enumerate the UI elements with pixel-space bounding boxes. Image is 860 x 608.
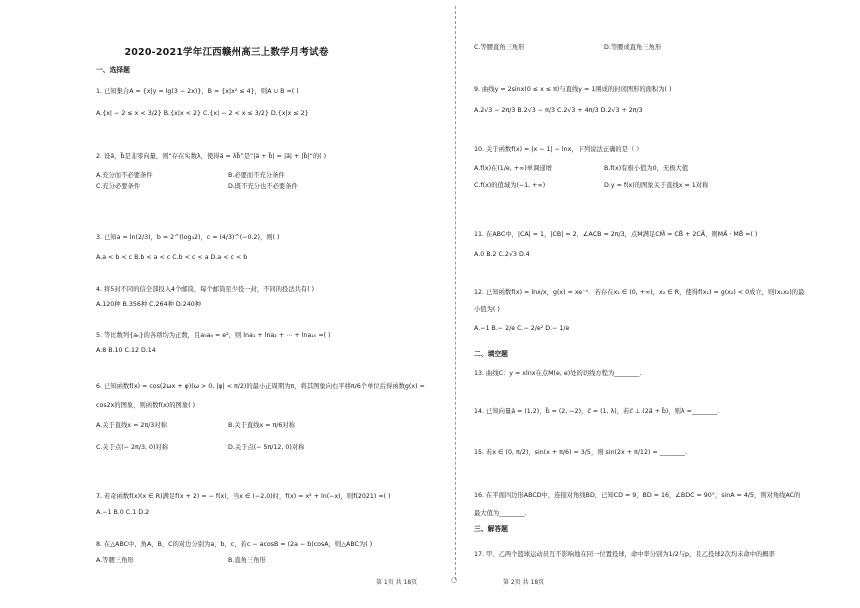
question-line: 5. 等比数列{aₙ}的各项均为正数，且a₅a₆ = e²，则 lna₁ + lna₂ + ⋯ + lna₁₀ =( ) xyxy=(96,332,331,339)
question-line: 3. 已知a = ln(2/3)，b = 2^(log₃2)，c = (4/3)^(−0.2)，则( ) xyxy=(96,234,280,241)
question-line: 11. 在ABC中，|CA| = 1，|CB| = 2，∠ACB = 2π/3，点M满足CM⃗ = CB⃗ + 2CA⃗，则MA⃗ · MB⃗ =( ) xyxy=(474,231,758,238)
page-divider xyxy=(455,6,456,580)
question-line: 4. 将5封不同的信全部投入4个邮筒，每个邮筒至少投一封，不同的投法共有( ) xyxy=(96,286,315,293)
question-line: 小值为( ) xyxy=(474,306,500,313)
section-heading: 三、解答题 xyxy=(474,525,508,533)
question-line: 7. 若奇函数f(x)(x ∈ R)满足f(x + 2) = − f(x)，当x ∈ (−2,0)时，f(x) = x² + ln(−x)，则f(2021) =( ) xyxy=(96,493,391,500)
section-heading: 二、填空题 xyxy=(474,350,508,358)
question-line: A.充分而不必要条件 xyxy=(96,172,153,179)
question-line: D.等腰或直角三角形 xyxy=(604,44,662,51)
center-circle-mark: ○ xyxy=(450,576,458,584)
question-line: B.f(x)有极小值为0，无极大值 xyxy=(604,165,689,172)
question-line: 17. 甲、乙两个篮球运动员互不影响地在同一位置投球，命中率分别为1/2与p，且乙投球2次均未命中的概率 xyxy=(474,551,775,558)
question-line: B.必要而不充分条件 xyxy=(228,172,285,179)
question-line: cos2x的图象，则函数f(x)的图象( ) xyxy=(96,402,196,409)
question-line: A.f(x)在(1/e, +∞)单调递增 xyxy=(474,165,552,172)
question-line: 最大值为________. xyxy=(474,510,527,517)
question-line: 12. 已知函数f(x) = lnx/x，g(x) = xe⁻ˣ．若存在x₁ ∈ (0, +∞)，x₂ ∈ R，使得f(x₁) = g(x₂) < 0成立，则(x₁x₂)的最 xyxy=(474,289,805,296)
question-line: 15. 若x ∈ (0, π/2)，sin(x + π/6) = 3/5，则 sin(2x + π/12) = ________. xyxy=(474,449,687,456)
question-line: D.关于点(− 5π/12, 0)对称 xyxy=(228,444,305,451)
question-line: 9. 曲线y = 2sinx(0 ≤ x ≤ π)与直线y = 1围成的封闭图形的面积为( ) xyxy=(474,86,672,93)
question-line: 1. 已知集合A = {x|y = lg(3 − 2x)}，B = {x|x² ≤ 4}，则A ∪ B =( ) xyxy=(96,88,299,95)
question-line: 8. 在△ABC中，角A，B，C的对边分别为a，b，c，若c − acosB = (2a − b)cosA，则△ABC为( ) xyxy=(96,541,373,548)
question-line: 2. 设a⃗，b⃗是非零向量，则“存在实数λ，使得a⃗ = λb⃗”是“|a⃗ + b⃗| = |a⃗| + |b⃗|”的( ) xyxy=(96,153,327,160)
exam-title: 2020-2021学年江西赣州高三上数学月考试卷 xyxy=(124,47,329,58)
question-line: A.−1 B.− 2/e C.− 2/e² D.− 1/e xyxy=(474,325,570,332)
question-line: 14. 已知向量a⃗ = (1,2)，b⃗ = (2, −2)，c⃗ = (1, λ)，若c⃗ ⊥ (2a⃗ + b⃗)，则λ =________. xyxy=(474,408,720,415)
question-line: 13. 曲线C：y = xlnx在点M(e, e)处的切线方程为________. xyxy=(474,370,642,377)
question-line: A.{x| − 2 ≤ x < 3/2} B.{x|x < 2} C.{x| − 2 < x ≤ 3/2} D.{x|x ≤ 2} xyxy=(96,110,309,117)
question-line: 10. 关于函数f(x) = |x − 1| − lnx，下列说法正确的是（ ） xyxy=(474,146,643,153)
question-line: C.等腰直角三角形 xyxy=(474,44,525,51)
question-line: A.等腰三角形 xyxy=(96,557,134,564)
question-line: A.−1 B.0 C.1 D.2 xyxy=(96,509,150,516)
question-line: C.关于点(− 2π/3, 0)对称 xyxy=(96,444,169,451)
question-line: C.f(x)的值域为(−1, +∞) xyxy=(474,182,546,189)
question-line: C.充分必要条件 xyxy=(96,183,141,190)
question-line: A.120种 B.356种 C.264种 D.240种 xyxy=(96,301,202,308)
section-heading: 一、选择题 xyxy=(96,66,130,74)
question-line: D.y = f(x)的图象关于直线x = 1对称 xyxy=(604,182,709,189)
question-line: B.关于直线x = π/6对称 xyxy=(228,422,296,429)
question-line: B.直角三角形 xyxy=(228,557,266,564)
question-line: A.关于直线x = 2π/3对称 xyxy=(96,422,167,429)
question-line: A.2√3 − 2π/3 B.2√3 − π/3 C.2√3 + 4π/3 D.2√3 + 2π/3 xyxy=(474,107,643,114)
question-line: A.8 B.10 C.12 D.14 xyxy=(96,347,156,354)
question-line: A.a < b < c B.b < a < c C.b < c < a D.a < c < b xyxy=(96,254,248,261)
page-footer-right: 第 2页 共 18页 xyxy=(503,579,545,586)
question-line: 16. 在平面四边形ABCD中，连接对角线BD，已知CD = 9，BD = 16，∠BDC = 90°，sinA = 4/5，则对角线AC的 xyxy=(474,492,801,499)
page-footer-left: 第 1页 共 18页 xyxy=(376,579,418,586)
question-line: D.既不充分也不必要条件 xyxy=(228,183,298,190)
question-line: A.0 B.2 C.2√3 D.4 xyxy=(474,251,530,258)
right-page xyxy=(460,0,860,608)
question-line: 6. 已知函数f(x) = cos(2ωx + φ)(ω > 0, |φ| < π/2)的最小正周期为π，将其图象向右平移π/6个单位后得函数g(x) = xyxy=(96,383,425,390)
